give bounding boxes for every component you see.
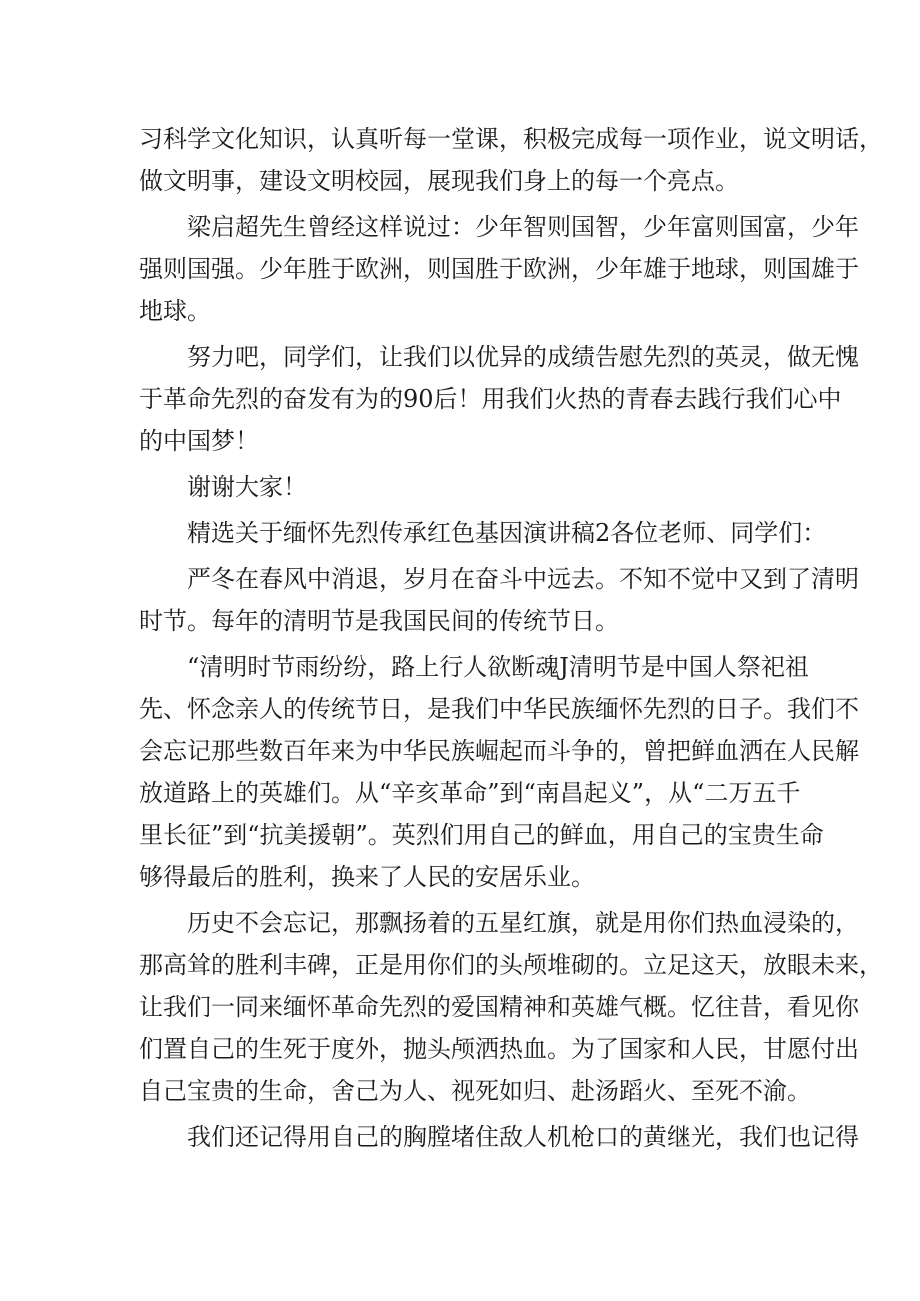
text-line: 们置自己的生死于度外，抛头颅洒热血。为了国家和人民，甘愿付出 (139, 1035, 859, 1063)
text-line: 于革命先烈的奋发有为的90后！用我们火热的青春去践行我们心中 (139, 385, 842, 413)
text-line: 谢谢大家！ (187, 473, 307, 501)
text-line: 里长征”到“抗美援朝”。英烈们用自己的鲜血，用自己的宝贵生命 (139, 821, 824, 849)
paragraph (139, 646, 859, 898)
paragraph (139, 466, 819, 508)
paragraph (139, 512, 827, 554)
text-line: 那高耸的胜利丰碑，正是用你们的头颅堆砌的。立足这天，放眼未来， (139, 951, 883, 979)
text-line: 历史不会忘记，那飘扬着的五星红旗，就是用你们热血浸染的， (187, 909, 859, 937)
text-line: 让我们一同来缅怀革命先烈的爱国精神和英雄气概。忆往昔，看见你 (139, 993, 859, 1021)
text-line: 我们还记得用自己的胸膛堵住敌人机枪口的黄继光，我们也记得 (187, 1123, 859, 1151)
text-line: 自己宝贵的生命，舍己为人、视死如归、赴汤蹈火、至死不渝。 (139, 1077, 811, 1105)
text-line: 时节。每年的清明节是我国民间的传统节日。 (139, 607, 619, 635)
text-line: 放道路上的英雄们。从“辛亥革命”到“南昌起义”，从“二万五千 (139, 779, 801, 807)
text-line: 梁启超先生曾经这样说过：少年智则国智，少年富则国富，少年 (187, 213, 859, 241)
paragraph (139, 558, 859, 642)
text-line: 的中国梦！ (139, 427, 259, 455)
text-line: 会忘记那些数百年来为中华民族崛起而斗争的，曾把鲜血洒在人民解 (139, 737, 859, 765)
paragraph (139, 336, 859, 462)
text-line: 努力吧，同学们，让我们以优异的成绩告慰先烈的英灵，做无愧 (187, 343, 859, 371)
text-line: 地球。 (139, 297, 211, 325)
text-line: 够得最后的胜利，换来了人民的安居乐业。 (139, 863, 595, 891)
document-body (139, 118, 883, 1158)
text-line: “清明时节雨纷纷，路上行人欲断魂J清明节是中国人祭祀祖 (187, 653, 809, 681)
text-line: 习科学文化知识，认真听每一堂课，积极完成每一项作业，说文明话， (139, 125, 883, 153)
text-line: 强则国强。少年胜于欧洲，则国胜于欧洲，少年雄于地球，则国雄于 (139, 255, 859, 283)
text-line: 先、怀念亲人的传统节日，是我们中华民族缅怀先烈的日子。我们不 (139, 695, 859, 723)
paragraph (139, 1116, 859, 1158)
paragraph (139, 902, 883, 1112)
text-line: 做文明事，建设文明校园，展现我们身上的每一个亮点。 (139, 167, 739, 195)
text-line: 精选关于缅怀先烈传承红色基因演讲稿2各位老师、同学们： (187, 519, 827, 547)
text-line: 严冬在春风中消退，岁月在奋斗中远去。不知不觉中又到了清明 (187, 565, 859, 593)
paragraph (139, 118, 883, 202)
paragraph (139, 206, 859, 332)
